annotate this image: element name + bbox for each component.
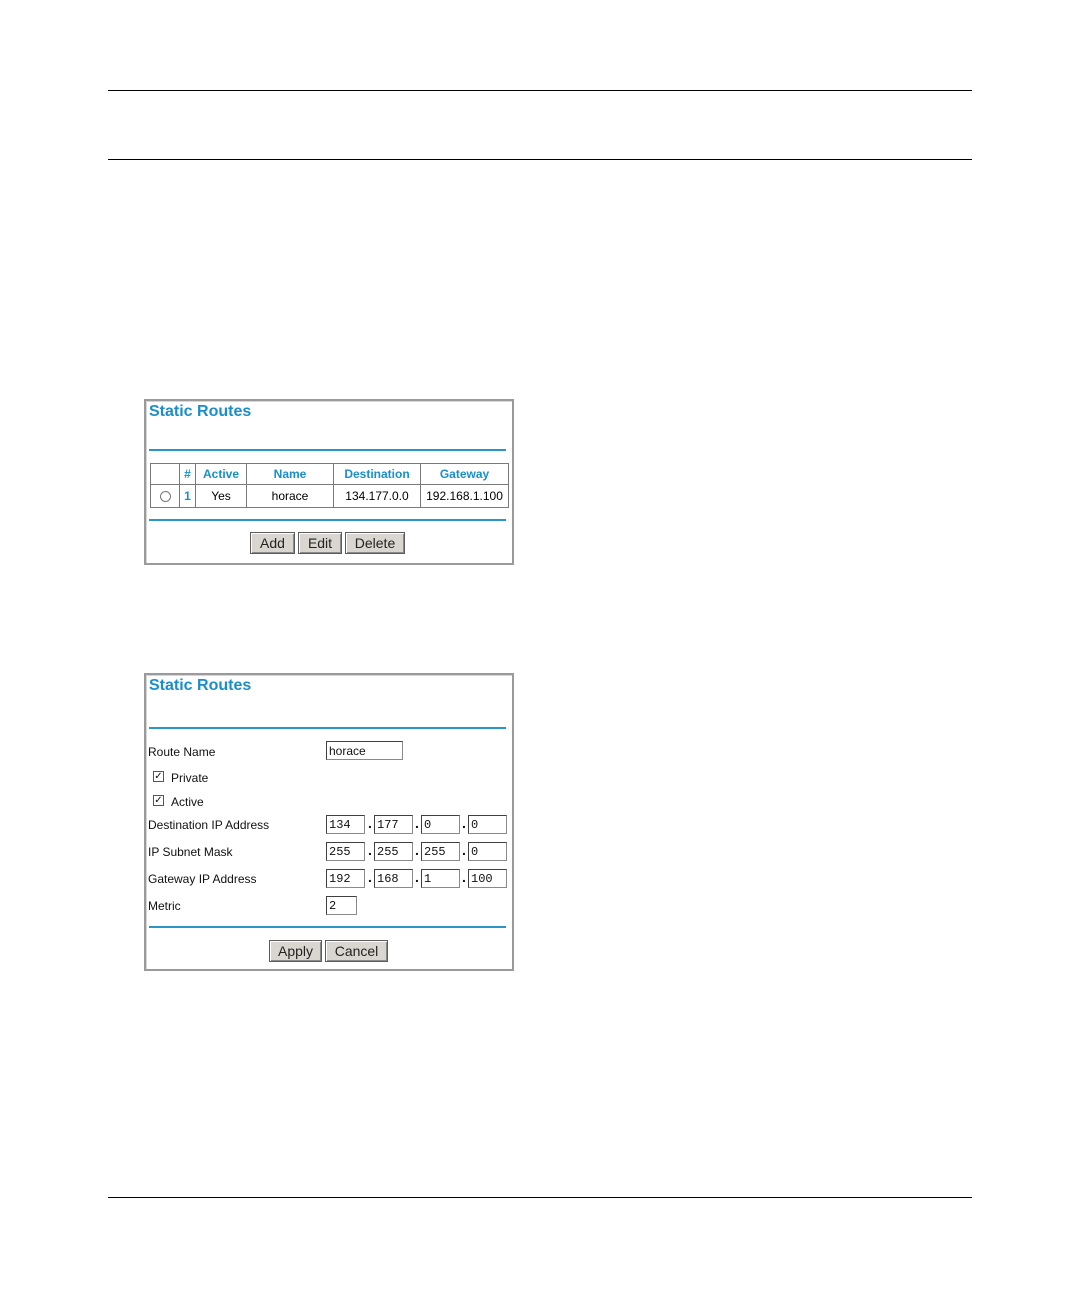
subnet-octet-3[interactable]	[421, 842, 460, 861]
cancel-button[interactable]: Cancel	[325, 940, 388, 962]
header-rule-bottom	[108, 159, 972, 160]
buttons-divider	[149, 519, 506, 521]
apply-button[interactable]: Apply	[269, 940, 322, 962]
metric-input[interactable]	[326, 896, 357, 915]
route-name-input[interactable]	[326, 741, 403, 760]
row-select-cell	[151, 485, 180, 508]
table-header-row	[151, 464, 509, 485]
private-label: Private	[171, 771, 209, 785]
subnet-octet-4[interactable]	[468, 842, 507, 861]
edit-button[interactable]: Edit	[298, 532, 342, 554]
route-select-radio[interactable]	[160, 491, 171, 502]
table-row	[151, 485, 509, 508]
dot-separator: .	[368, 815, 372, 831]
row-name: horace	[247, 485, 334, 508]
routes-table	[150, 463, 509, 508]
row-destination: 134.177.0.0	[334, 485, 421, 508]
route-name-label: Route Name	[148, 745, 216, 759]
dot-separator: .	[415, 815, 419, 831]
dot-separator: .	[462, 815, 466, 831]
row-number: 1	[180, 485, 196, 508]
gateway-ip-label: Gateway IP Address	[148, 872, 257, 886]
dot-separator: .	[368, 869, 372, 885]
col-gateway-header: Gateway	[421, 464, 509, 485]
dot-separator: .	[415, 842, 419, 858]
gateway-octet-4[interactable]	[468, 869, 507, 888]
destination-ip-label: Destination IP Address	[148, 818, 270, 832]
row-gateway: 192.168.1.100	[421, 485, 509, 508]
dot-separator: .	[462, 842, 466, 858]
gateway-octet-2[interactable]	[374, 869, 413, 888]
active-label: Active	[171, 795, 204, 809]
static-route-edit-panel	[144, 673, 514, 971]
header-rule-top	[108, 90, 972, 91]
active-checkbox[interactable]: ✓	[154, 795, 163, 806]
destination-octet-1[interactable]	[326, 815, 365, 834]
destination-octet-3[interactable]	[421, 815, 460, 834]
metric-label: Metric	[148, 899, 181, 913]
destination-octet-2[interactable]	[374, 815, 413, 834]
dot-separator: .	[368, 842, 372, 858]
private-checkbox[interactable]: ✓	[154, 771, 163, 782]
add-button[interactable]: Add	[250, 532, 295, 554]
col-active-header: Active	[196, 464, 247, 485]
buttons-divider	[149, 926, 506, 928]
col-name-header: Name	[247, 464, 334, 485]
col-destination-header: Destination	[334, 464, 421, 485]
col-select-header	[151, 464, 180, 485]
subnet-mask-label: IP Subnet Mask	[148, 845, 233, 859]
dot-separator: .	[415, 869, 419, 885]
panel-title: Static Routes	[149, 403, 252, 420]
footer-rule	[108, 1197, 972, 1198]
subnet-octet-1[interactable]	[326, 842, 365, 861]
row-active: Yes	[196, 485, 247, 508]
title-divider	[149, 449, 506, 451]
static-routes-list-panel	[144, 399, 514, 565]
col-number-header: #	[180, 464, 196, 485]
dot-separator: .	[462, 869, 466, 885]
panel-title: Static Routes	[149, 677, 252, 694]
gateway-octet-1[interactable]	[326, 869, 365, 888]
title-divider	[149, 727, 506, 729]
delete-button[interactable]: Delete	[345, 532, 405, 554]
gateway-octet-3[interactable]	[421, 869, 460, 888]
subnet-octet-2[interactable]	[374, 842, 413, 861]
destination-octet-4[interactable]	[468, 815, 507, 834]
